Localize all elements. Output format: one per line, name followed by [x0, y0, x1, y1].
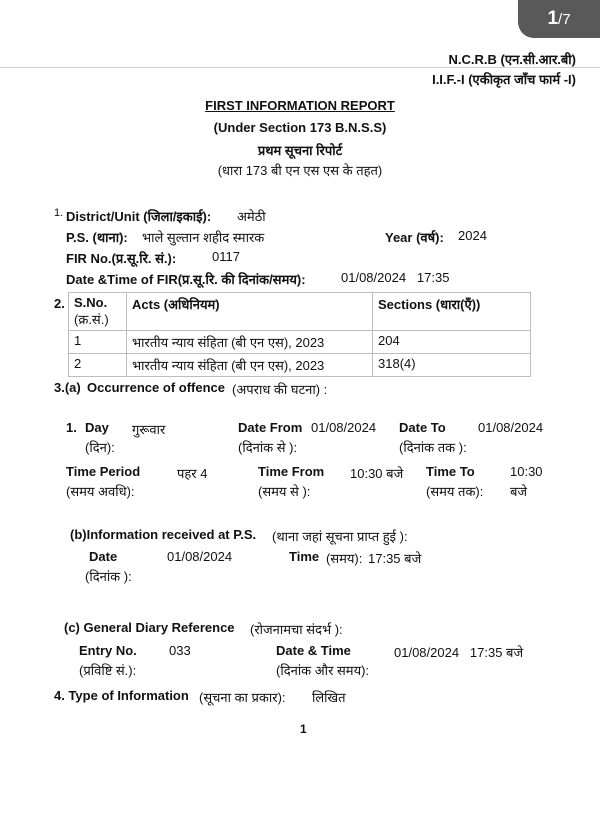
report-section: (Under Section 173 B.N.S.S): [213, 120, 387, 135]
time-to-label-hi: (समय तक):: [426, 484, 484, 499]
row1-section: 204: [373, 331, 531, 354]
sno-header-hi: (क्र.सं.): [74, 312, 109, 327]
current-page: 1: [547, 8, 559, 29]
time-to-value: 10:30: [510, 464, 543, 479]
report-title-hindi: प्रथम सूचना रिपोर्ट: [257, 143, 343, 158]
ps-value: भाले सुल्तान शहीद स्मारक: [142, 230, 265, 245]
sections-header: Sections (धारा(एँ)): [373, 293, 531, 331]
row1-sno: 1: [69, 331, 127, 354]
table-row: [69, 331, 531, 354]
page-number: 1: [300, 722, 307, 736]
sno-header: [69, 293, 127, 331]
day-label: Day: [85, 420, 109, 435]
acts-table-header: [69, 293, 531, 331]
row1-act: भारतीय न्याय संहिता (बी एन एस), 2023: [127, 331, 373, 354]
received-time-label-hi: (समय):: [326, 551, 363, 566]
table-row: [69, 354, 531, 377]
date-from-label-hi: (दिनांक से ):: [238, 440, 298, 455]
occurrence-heading: Occurrence of offence: [87, 380, 225, 395]
acts-header: Acts (अधिनियम): [127, 293, 373, 331]
acts-table: [68, 292, 531, 377]
info-type-value: लिखित: [312, 690, 346, 705]
received-date-label-hi: (दिनांक ):: [85, 569, 132, 584]
time-period-value: पहर 4: [177, 466, 208, 481]
gd-reference-heading: (c) General Diary Reference: [64, 620, 235, 635]
gd-datetime-label-hi: (दिनांक और समय):: [276, 663, 370, 678]
time-period-label: Time Period: [66, 464, 141, 479]
date-from-value: 01/08/2024: [311, 420, 377, 435]
item1-number: 1.: [54, 207, 64, 219]
gd-datetime-label: Date & Time: [276, 643, 351, 658]
header-divider: [0, 67, 600, 68]
date-to-label: Date To: [399, 420, 446, 435]
report-title: FIRST INFORMATION REPORT: [205, 98, 395, 113]
received-date-label: Date: [89, 549, 118, 564]
year-label: Year (वर्ष):: [385, 230, 444, 245]
entry-no-label: Entry No.: [79, 643, 137, 658]
info-type-label-hi: (सूचना का प्रकार):: [199, 690, 286, 705]
date-to-value: 01/08/2024: [478, 420, 544, 435]
ps-label: P.S. (थाना):: [66, 230, 128, 245]
fir-value: 0117: [212, 249, 240, 264]
time-period-label-hi: (समय अवधि):: [66, 484, 135, 499]
date-from-label: Date From: [238, 420, 303, 435]
report-section-hindi: (धारा 173 बी एन एस एस के तहत): [217, 163, 383, 178]
time-from-value: 10:30 बजे: [350, 466, 404, 481]
row2-section: 318(4): [373, 354, 531, 377]
district-value: अमेठी: [237, 209, 266, 224]
item2-number: 2.: [54, 296, 65, 311]
received-time-label: Time: [289, 549, 320, 564]
day-label-hi: (दिन):: [85, 440, 115, 455]
date-to-label-hi: (दिनांक तक ):: [399, 440, 467, 455]
gd-reference-heading-hi: (रोजनामचा संदर्भ ):: [250, 622, 343, 637]
gd-datetime-value: 01/08/2024 17:35 बजे: [394, 645, 524, 660]
time-to-value-unit: बजे: [510, 484, 528, 499]
year-value: 2024: [458, 228, 487, 243]
total-pages: /7: [558, 10, 571, 28]
iif-header: I.I.F.-I (एकीकृत जाँच फार्म -I): [432, 72, 576, 87]
time-to-label: Time To: [426, 464, 475, 479]
info-type-label: 4. Type of Information: [54, 688, 189, 703]
fir-label: FIR No.(प्र.सू.रि. सं.):: [66, 251, 177, 266]
sno-header-en: S.No.: [74, 295, 108, 310]
page-indicator[interactable]: [518, 0, 600, 38]
entry-no-value: 033: [169, 643, 191, 658]
entry-no-label-hi: (प्रविष्टि सं.):: [79, 663, 137, 678]
info-received-heading: (b)Information received at P.S.: [70, 527, 257, 542]
ncrb-header: N.C.R.B (एन.सी.आर.बी): [448, 52, 576, 67]
occurrence-heading-hi: (अपराध की घटना) :: [232, 382, 328, 397]
occ-sub-number: 1.: [66, 420, 77, 435]
row2-sno: 2: [69, 354, 127, 377]
info-received-heading-hi: (थाना जहां सूचना प्राप्त हुई ):: [272, 529, 408, 544]
fir-datetime-value: 01/08/2024 17:35: [341, 270, 450, 285]
district-label: District/Unit (जिला/इकाई):: [66, 209, 212, 224]
fir-datetime-label: Date &Time of FIR(प्र.सू.रि. की दिनांक/समय):: [66, 272, 306, 287]
received-time-value: 17:35 बजे: [368, 551, 422, 566]
time-from-label: Time From: [258, 464, 325, 479]
received-date-value: 01/08/2024: [167, 549, 233, 564]
row2-act: भारतीय न्याय संहिता (बी एन एस), 2023: [127, 354, 373, 377]
time-from-label-hi: (समय से ):: [258, 484, 311, 499]
item3-number: 3.(a): [54, 380, 81, 395]
day-value: गुरूवार: [132, 422, 166, 437]
